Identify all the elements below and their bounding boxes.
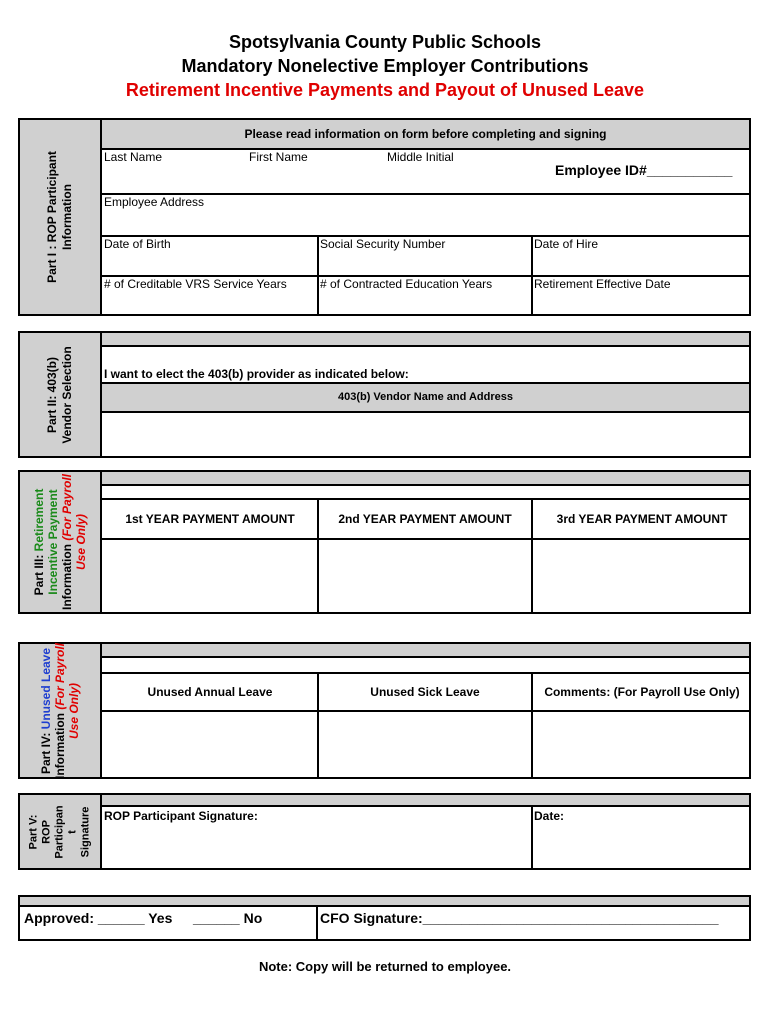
title-line-3: Retirement Incentive Payments and Payout of Unused Leave [125,80,645,100]
part1-instruction: Please read information on form before completing and signing [102,120,749,148]
part4-side-label: Part IV: Unused Leave Information (For Payroll Use Only) [20,644,102,777]
part3-side-label: Part III: Retirement Incentive Payment Information (For Payroll Use Only) [20,472,102,612]
ssn-label: Social Security Number [320,237,446,251]
retirement-date-label: Retirement Effective Date [534,277,671,291]
title-line-1: Spotsylvania County Public Schools [228,32,542,52]
year2-header: 2nd YEAR PAYMENT AMOUNT [338,512,512,526]
dob-label: Date of Birth [104,237,171,251]
part2-side-label: Part II: 403(b) Vendor Selection [20,333,102,456]
part5-side-label: Part V: ROP Participan t Signature [20,795,102,868]
part2-section [18,331,751,458]
year3-header: 3rd YEAR PAYMENT AMOUNT [556,512,728,526]
approval-section [18,895,751,941]
approved-no: ______ No [193,910,263,926]
part1-section [18,118,751,316]
employee-id-label: Employee ID#___________ [555,162,733,178]
approved-yes: Approved: ______ Yes [24,910,173,926]
first-name-label: First Name [249,150,308,164]
comments-header: Comments: (For Payroll Use Only) [544,685,740,699]
vrs-years-label: # of Creditable VRS Service Years [104,277,287,291]
part5-section [18,793,751,870]
middle-initial-label: Middle Initial [387,150,454,164]
part3-section [18,470,751,614]
signature-date-label: Date: [534,809,565,823]
participant-signature-label: ROP Participant Signature: [104,809,258,823]
annual-leave-header: Unused Annual Leave [147,685,273,699]
cfo-signature: CFO Signature:______________________________________ [320,910,719,926]
address-label: Employee Address [104,195,205,209]
title-line-2: Mandatory Nonelective Employer Contributions [181,56,589,76]
hire-date-label: Date of Hire [534,237,599,251]
part1-side-label: Part I : ROP Participant Information [20,120,102,314]
last-name-label: Last Name [104,150,163,164]
vendor-elect-text: I want to elect the 403(b) provider as indicated below: [104,367,409,381]
vendor-header: 403(b) Vendor Name and Address [102,384,749,411]
year1-header: 1st YEAR PAYMENT AMOUNT [125,512,295,526]
part4-section [18,642,751,779]
sick-leave-header: Unused Sick Leave [370,685,480,699]
edu-years-label: # of Contracted Education Years [320,277,493,291]
footer-note: Note: Copy will be returned to employee. [258,959,512,974]
